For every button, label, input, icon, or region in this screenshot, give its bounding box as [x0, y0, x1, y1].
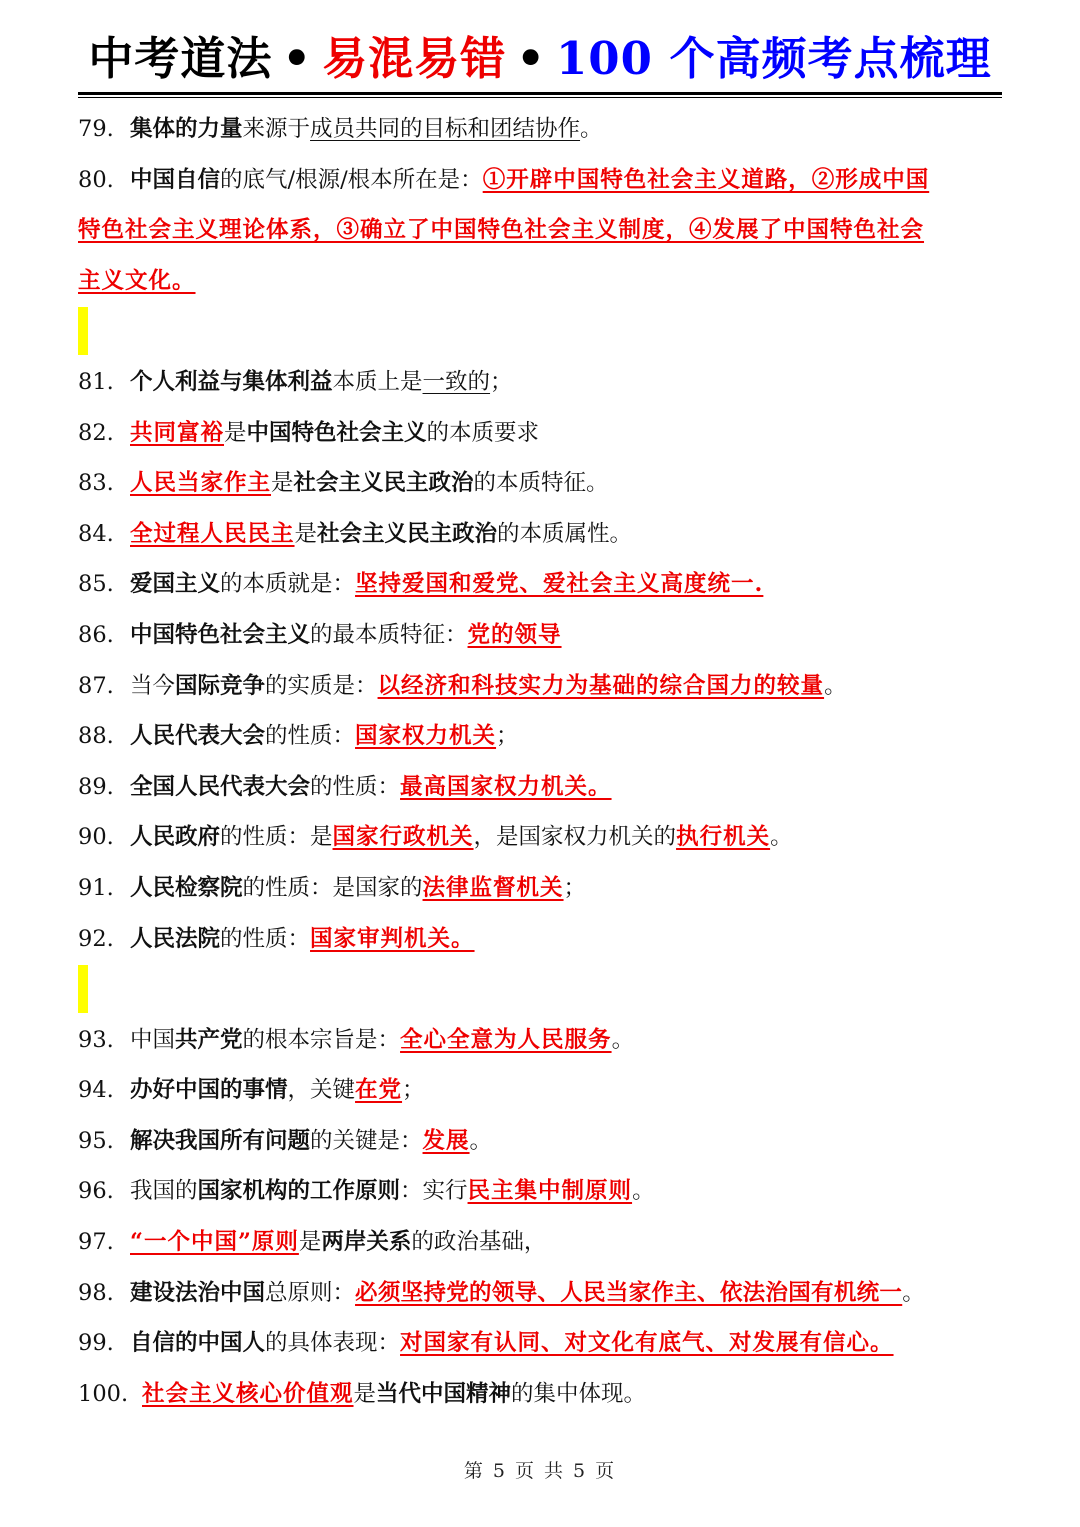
- list-item: 95. 解决我国所有问题的关键是：发展。: [78, 1127, 493, 1154]
- list-item-continuation: 特色社会主义理论体系，③确立了中国特色社会主义制度，④发展了中国特色社会: [78, 217, 925, 244]
- list-item: 94. 办好中国的事情，关键在党；: [78, 1077, 425, 1104]
- list-item: 87. 当今国际竞争的实质是：以经济和科技实力为基础的综合国力的较量。: [78, 672, 847, 699]
- list-item: 91. 人民检察院的性质：是国家的法律监督机关；: [78, 874, 587, 901]
- list-item: 90. 人民政府的性质：是国家行政机关，是国家权力机关的执行机关。: [78, 824, 793, 851]
- content: [78, 104, 1004, 1419]
- list-item: 83. 人民当家作主是社会主义民主政治的本质特征。: [78, 470, 609, 497]
- header-separator: •: [282, 32, 313, 85]
- header-title-part2: 易混易错: [322, 32, 507, 85]
- list-item: 99. 自信的中国人的具体表现：对国家有认同、对文化有底气、对发展有信心。: [78, 1330, 894, 1357]
- list-item: 97. “一个中国”原则是两岸关系的政治基础，: [78, 1229, 547, 1256]
- list-item: 85. 爱国主义的本质就是：坚持爱国和爱党、爱社会主义高度统一.: [78, 571, 764, 598]
- header-separator: •: [516, 32, 546, 85]
- list-item: 100. 社会主义核心价值观是当代中国精神的集中体现。: [78, 1380, 647, 1407]
- list-item: 93. 中国共产党的根本宗旨是：全心全意为人民服务。: [78, 1026, 635, 1053]
- section-heading-16: [78, 306, 1004, 357]
- header-title-part1: 中考道法: [88, 32, 273, 85]
- list-item: 88. 人民代表大会的性质：国家权力机关；: [78, 723, 519, 750]
- list-item: 84. 全过程人民民主是社会主义民主政治的本质属性。: [78, 520, 633, 547]
- header-rule: [78, 92, 1002, 95]
- list-item: 81. 个人利益与集体利益本质上是一致的；: [78, 368, 513, 395]
- page-footer: 第 5 页 共 5 页: [463, 1460, 617, 1482]
- section-heading-17: [78, 964, 1004, 1015]
- list-item: 89. 全国人民代表大会的性质：最高国家权力机关。: [78, 773, 612, 800]
- header-title-part3: 100 个高频考点梳理: [555, 32, 992, 85]
- list-item: 92. 人民法院的性质：国家审判机关。: [78, 925, 475, 952]
- list-item: 82. 共同富裕是中国特色社会主义的本质要求: [78, 419, 540, 446]
- list-item: 80. 中国自信的底气/根源/根本所在是：①开辟中国特色社会主义道路，②形成中国: [78, 166, 930, 193]
- list-item: 96. 我国的国家机构的工作原则：实行民主集中制原则。: [78, 1178, 655, 1205]
- list-item: 86. 中国特色社会主义的最本质特征：党的领导: [78, 621, 562, 648]
- list-item: 98. 建设法治中国总原则：必须坚持党的领导、人民当家作主、依法治国有机统一。: [78, 1279, 925, 1306]
- header-rule-thin: [78, 97, 1002, 98]
- page-header: [78, 30, 1002, 88]
- list-item: 79. 集体的力量来源于成员共同的目标和团结协作。: [78, 116, 603, 142]
- list-item-continuation: 主义文化。: [78, 267, 196, 294]
